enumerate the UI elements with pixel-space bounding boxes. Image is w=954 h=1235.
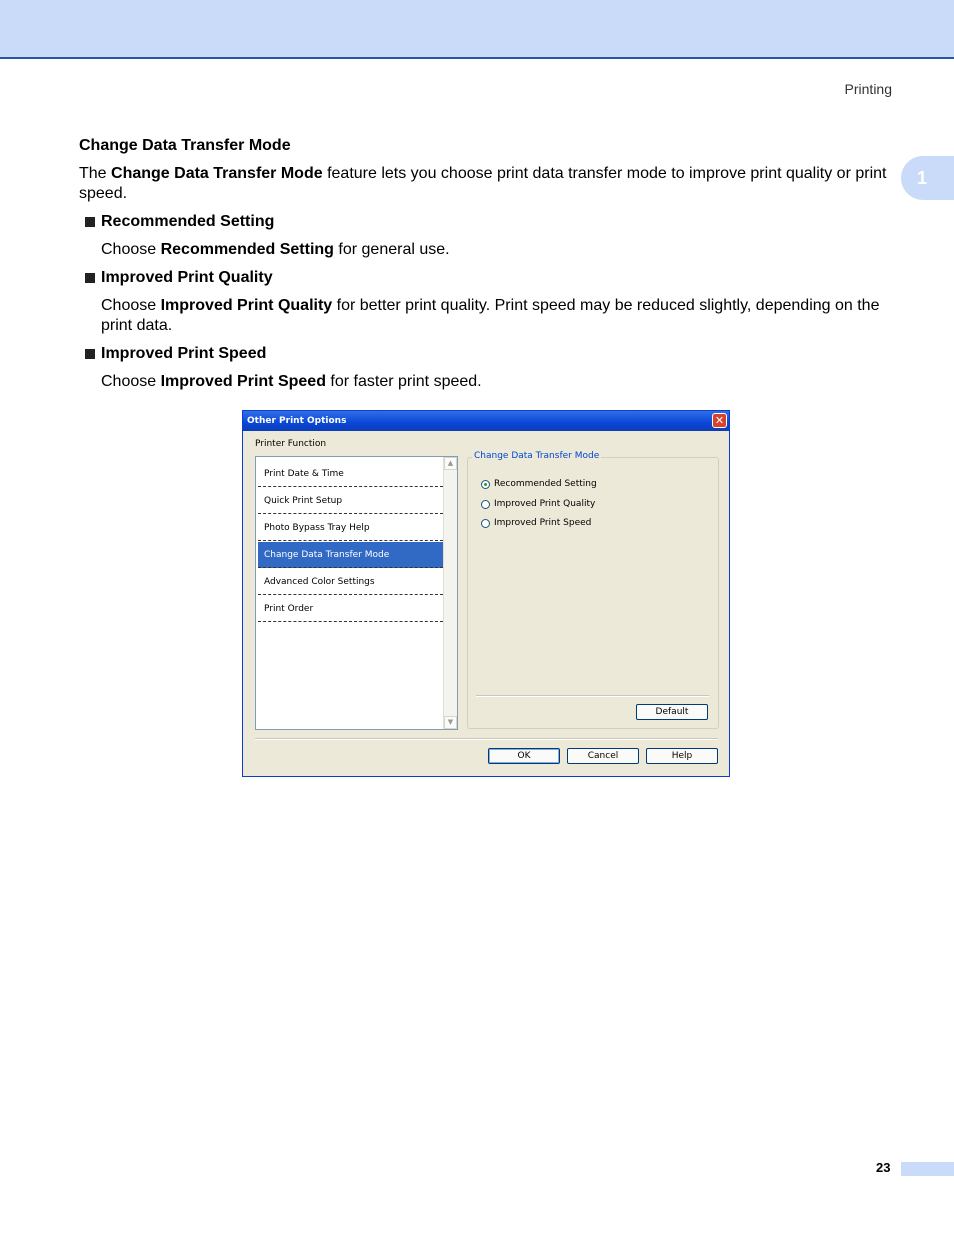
radio-unchecked-icon[interactable]: [481, 519, 490, 528]
list-item-label: Change Data Transfer Mode: [264, 549, 390, 560]
page-number-bar: [901, 1162, 954, 1176]
radio-label: Improved Print Speed: [494, 518, 592, 528]
list-item-print-date-time[interactable]: [258, 461, 443, 487]
section-label: Printing: [844, 81, 892, 97]
list-item-photo-bypass-tray-help[interactable]: [258, 515, 443, 541]
ok-button[interactable]: OK: [488, 748, 560, 764]
list-item-label: Advanced Color Settings: [264, 576, 375, 587]
square-bullet-icon: [85, 349, 95, 359]
radio-checked-icon[interactable]: [481, 480, 490, 489]
other-print-options-dialog: [242, 410, 730, 777]
square-bullet-icon: [85, 217, 95, 227]
desc-text-end: for general use.: [333, 241, 450, 258]
desc-bold-term: Recommended Setting: [160, 241, 334, 258]
option-heading-text: Recommended Setting: [101, 213, 275, 230]
desc-text-start: Choose: [101, 241, 161, 258]
list-item-print-order[interactable]: [258, 596, 443, 622]
list-item-advanced-color-settings[interactable]: [258, 569, 443, 595]
page-number: 23: [876, 1160, 891, 1175]
list-item-label: Print Order: [264, 603, 314, 614]
option-heading-recommended: [79, 212, 891, 232]
scroll-down-icon[interactable]: ▼: [444, 716, 457, 729]
list-item-quick-print-setup[interactable]: [258, 488, 443, 514]
dialog-separator: [255, 738, 718, 740]
option-description-recommended: [101, 240, 891, 260]
desc-text-start: Choose: [101, 373, 161, 390]
close-icon[interactable]: ✕: [712, 413, 727, 428]
desc-bold-term: Improved Print Quality: [160, 297, 333, 314]
option-heading-text: Improved Print Speed: [101, 345, 267, 362]
list-item-change-data-transfer-mode[interactable]: [258, 542, 443, 568]
option-heading-quality: [79, 268, 891, 288]
option-heading-speed: [79, 344, 891, 364]
help-button[interactable]: Help: [646, 748, 718, 764]
dialog-title-bar[interactable]: [243, 411, 729, 431]
desc-text-end: for faster print speed.: [325, 373, 482, 390]
dialog-title: Other Print Options: [247, 416, 347, 426]
header-band: [0, 0, 954, 59]
list-item-label: Quick Print Setup: [264, 495, 343, 506]
list-item-label: Photo Bypass Tray Help: [264, 522, 370, 533]
desc-bold-term: Improved Print Speed: [160, 373, 326, 390]
desc-text-end: for better print quality. Print speed may be reduced slightly, depending on the print data.: [101, 297, 880, 334]
main-content: [79, 136, 891, 400]
radio-improved-print-quality[interactable]: [481, 499, 595, 509]
transfer-mode-group-frame: [467, 457, 719, 729]
radio-improved-print-speed[interactable]: [481, 518, 591, 528]
intro-bold-term: Change Data Transfer Mode: [111, 165, 323, 182]
option-description-speed: [101, 372, 891, 392]
option-heading-text: Improved Print Quality: [101, 269, 273, 286]
intro-paragraph: [79, 164, 891, 204]
cancel-button[interactable]: Cancel: [567, 748, 639, 764]
intro-text-end: feature lets you choose print data transfer mode to improve print quality or print speed.: [79, 165, 887, 202]
frame-separator: [476, 695, 709, 697]
chapter-tab: 1: [901, 156, 954, 200]
printer-function-list[interactable]: [255, 456, 458, 730]
list-scrollbar[interactable]: [443, 457, 457, 729]
transfer-mode-group-title: Change Data Transfer Mode: [474, 451, 600, 461]
default-button[interactable]: Default: [636, 704, 708, 720]
radio-unchecked-icon[interactable]: [481, 500, 490, 509]
list-item-label: Print Date & Time: [264, 468, 344, 479]
desc-text-start: Choose: [101, 297, 161, 314]
radio-label: Improved Print Quality: [494, 499, 596, 509]
square-bullet-icon: [85, 273, 95, 283]
section-title: Change Data Transfer Mode: [79, 137, 291, 154]
scroll-up-icon[interactable]: ▲: [444, 457, 457, 470]
radio-label: Recommended Setting: [494, 479, 597, 489]
radio-recommended-setting[interactable]: [481, 479, 597, 489]
intro-text-start: The: [79, 165, 112, 182]
printer-function-label: Printer Function: [255, 439, 327, 449]
option-description-quality: [101, 296, 891, 336]
